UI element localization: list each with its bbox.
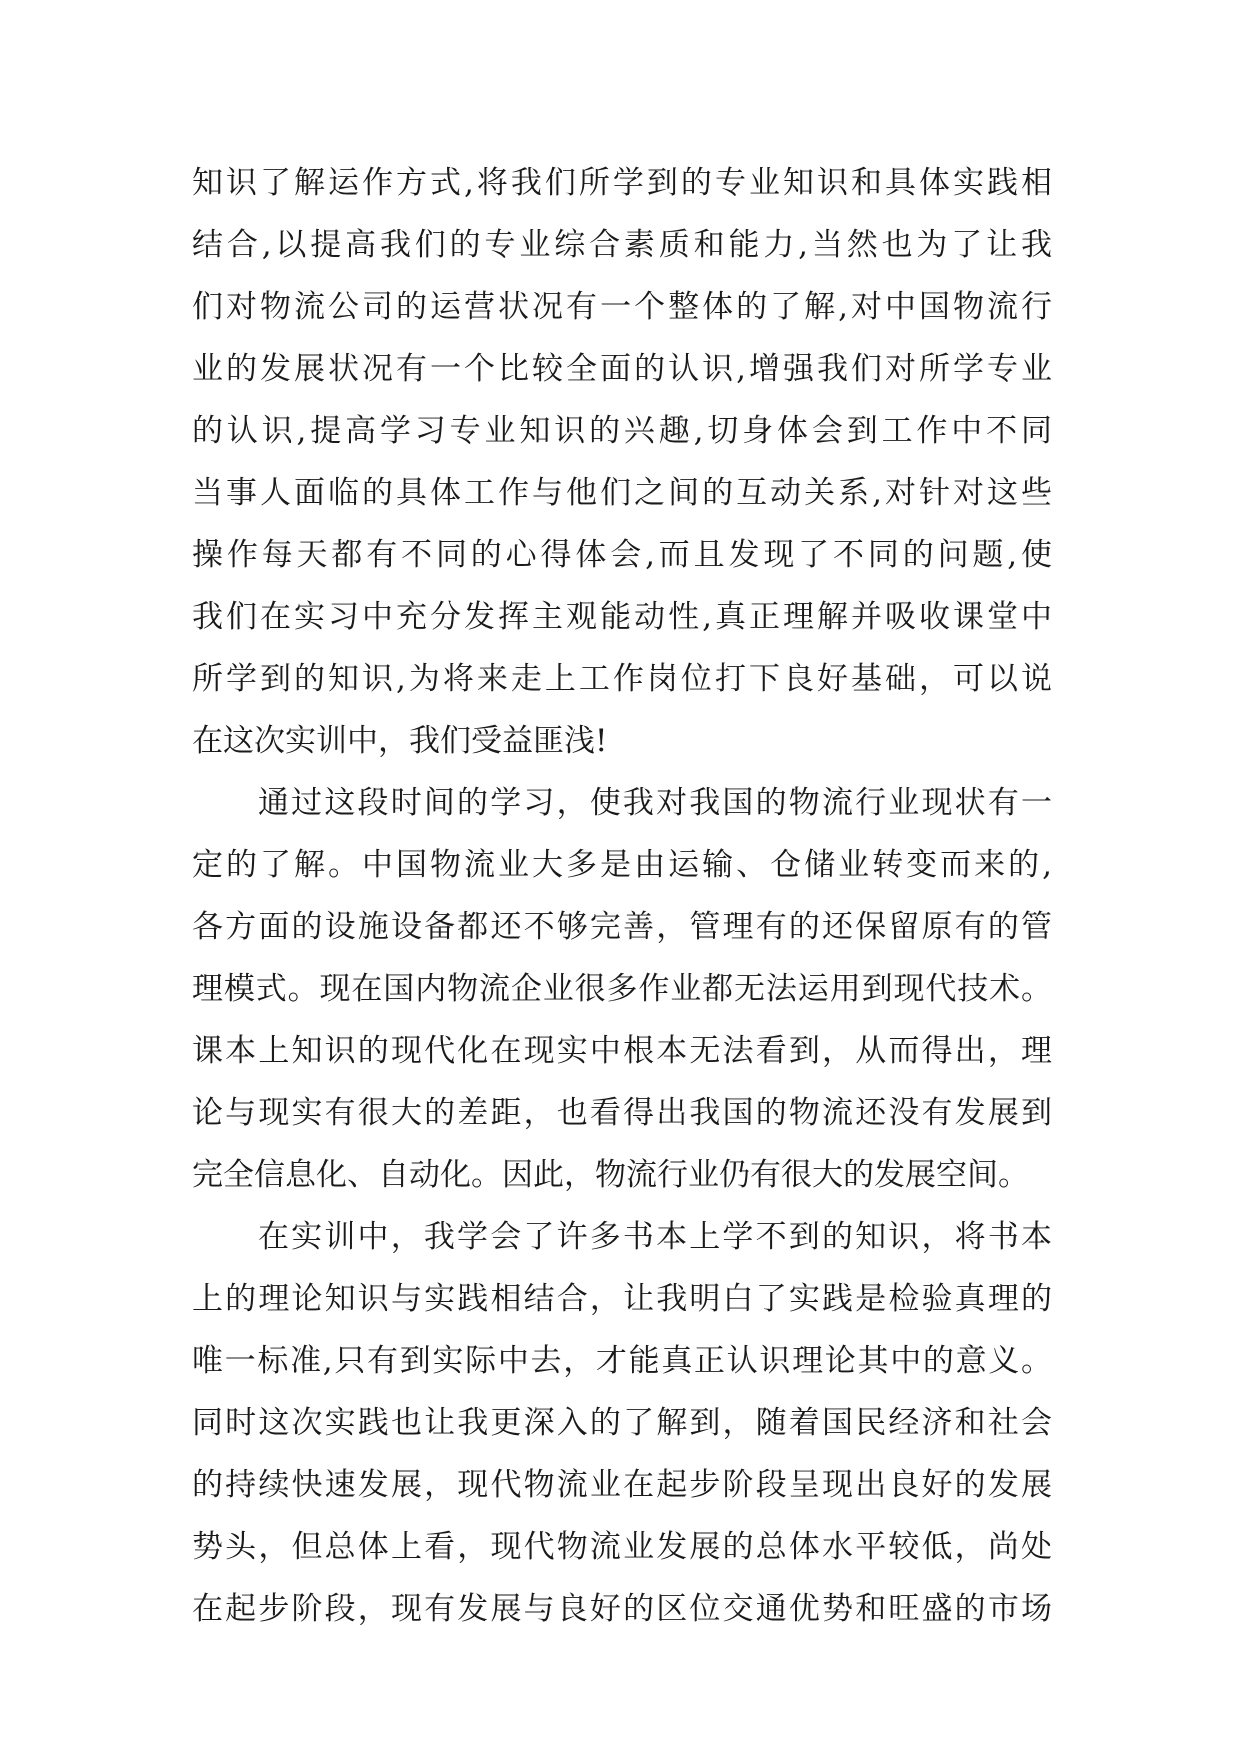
paragraph: [192, 1206, 1052, 1640]
body-text: [192, 152, 1052, 1640]
text-line: 在起步阶段，现有发展与良好的区位交通优势和旺盛的市场: [192, 1591, 1052, 1627]
text-line: 理模式。现在国内物流企业很多作业都无法运用到现代技术。: [192, 971, 1052, 1007]
text-line: 的认识,提高学习专业知识的兴趣,切身体会到工作中不同: [192, 413, 1052, 449]
text-line: 结合,以提高我们的专业综合素质和能力,当然也为了让我: [192, 227, 1052, 263]
text-line: 论与现实有很大的差距，也看得出我国的物流还没有发展到: [192, 1095, 1052, 1131]
text-line: 我们在实习中充分发挥主观能动性,真正理解并吸收课堂中: [192, 599, 1052, 635]
text-line: 知识了解运作方式,将我们所学到的专业知识和具体实践相: [192, 165, 1052, 201]
text-line: 在这次实训中，我们受益匪浅!: [192, 723, 608, 759]
text-line: 上的理论知识与实践相结合，让我明白了实践是检验真理的: [192, 1281, 1052, 1317]
text-line: 所学到的知识,为将来走上工作岗位打下良好基础，可以说: [192, 661, 1052, 697]
text-line: 同时这次实践也让我更深入的了解到，随着国民经济和社会: [192, 1405, 1052, 1441]
text-line: 们对物流公司的运营状况有一个整体的了解,对中国物流行: [192, 289, 1052, 325]
text-line: 势头，但总体上看，现代物流业发展的总体水平较低，尚处: [192, 1529, 1052, 1565]
text-line: 的持续快速发展，现代物流业在起步阶段呈现出良好的发展: [192, 1467, 1052, 1503]
text-line: 完全信息化、自动化。因此，物流行业仍有很大的发展空间。: [192, 1157, 1029, 1193]
text-line: 通过这段时间的学习，使我对我国的物流行业现状有一: [258, 785, 1052, 821]
text-line: 唯一标准,只有到实际中去，才能真正认识理论其中的意义。: [192, 1343, 1052, 1379]
text-line: 业的发展状况有一个比较全面的认识,增强我们对所学专业: [192, 351, 1052, 387]
paragraph: [192, 772, 1052, 1206]
text-line: 定的了解。中国物流业大多是由运输、仓储业转变而来的,: [192, 847, 1052, 883]
text-line: 在实训中，我学会了许多书本上学不到的知识，将书本: [258, 1219, 1052, 1255]
text-line: 操作每天都有不同的心得体会,而且发现了不同的问题,使: [192, 537, 1052, 573]
text-line: 课本上知识的现代化在现实中根本无法看到，从而得出，理: [192, 1033, 1052, 1069]
text-line: 当事人面临的具体工作与他们之间的互动关系,对针对这些: [192, 475, 1052, 511]
text-line: 各方面的设施设备都还不够完善，管理有的还保留原有的管: [192, 909, 1052, 945]
paragraph: [192, 152, 1052, 772]
